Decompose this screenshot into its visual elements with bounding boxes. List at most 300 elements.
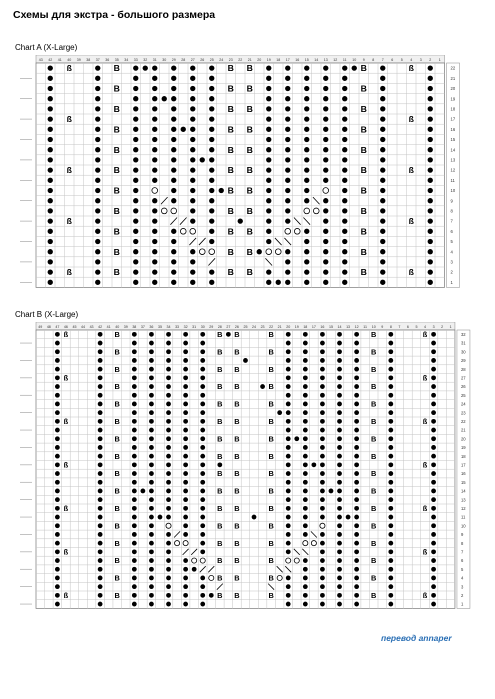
- column-number: 24: [252, 325, 257, 329]
- purl-stitch: [133, 96, 138, 101]
- column-number: 27: [190, 58, 195, 62]
- purl-stitch: [285, 188, 290, 193]
- purl-stitch: [200, 515, 205, 520]
- purl-stitch: [55, 436, 60, 441]
- column-number: 37: [140, 325, 145, 329]
- purl-stitch: [431, 480, 436, 485]
- column-number: 43: [38, 58, 43, 62]
- row-number: 4: [450, 249, 453, 255]
- purl-stitch: [277, 410, 282, 415]
- column-number: 25: [209, 58, 214, 62]
- row-number: 12: [450, 167, 456, 173]
- column-number: 4: [410, 58, 413, 62]
- purl-stitch: [304, 106, 309, 111]
- purl-stitch: [428, 106, 433, 111]
- purl-stitch: [200, 157, 205, 162]
- purl-stitch: [320, 602, 325, 607]
- purl-stitch: [431, 428, 436, 433]
- purl-stitch: [200, 384, 205, 389]
- purl-stitch: [190, 259, 195, 264]
- purl-stitch: [354, 419, 359, 424]
- bobble-stitch: B: [268, 416, 274, 426]
- purl-stitch: [303, 428, 308, 433]
- purl-stitch: [200, 341, 205, 346]
- purl-stitch: [380, 137, 385, 142]
- special-stitch: ß: [63, 503, 69, 513]
- column-number: 47: [55, 325, 60, 329]
- bobble-stitch: B: [234, 434, 240, 444]
- purl-stitch: [149, 402, 154, 407]
- bobble-stitch: B: [113, 185, 120, 196]
- purl-stitch: [303, 576, 308, 581]
- purl-stitch: [171, 188, 176, 193]
- purl-stitch: [95, 127, 100, 132]
- purl-stitch: [354, 558, 359, 563]
- bobble-stitch: B: [227, 124, 234, 135]
- special-stitch: ß: [63, 373, 69, 383]
- purl-stitch: [428, 116, 433, 121]
- purl-stitch: [286, 358, 291, 363]
- purl-stitch: [304, 116, 309, 121]
- purl-stitch: [320, 489, 325, 494]
- purl-stitch: [266, 96, 271, 101]
- purl-stitch: [304, 178, 309, 183]
- column-number: 31: [192, 325, 197, 329]
- purl-stitch: [354, 454, 359, 459]
- purl-stitch: [323, 280, 328, 285]
- row-number: 15: [460, 479, 466, 485]
- purl-stitch: [388, 549, 393, 554]
- bobble-stitch: B: [217, 521, 223, 531]
- purl-stitch: [149, 436, 154, 441]
- purl-stitch: [303, 567, 308, 572]
- purl-stitch: [143, 65, 148, 70]
- purl-stitch: [132, 462, 137, 467]
- bobble-stitch: B: [360, 185, 367, 196]
- purl-stitch: [303, 558, 308, 563]
- purl-stitch: [48, 116, 53, 121]
- purl-stitch: [266, 208, 271, 213]
- bobble-stitch: B: [217, 486, 223, 496]
- purl-stitch: [286, 549, 291, 554]
- purl-stitch: [266, 269, 271, 274]
- purl-stitch: [285, 249, 290, 254]
- purl-stitch: [149, 549, 154, 554]
- purl-stitch: [152, 259, 157, 264]
- purl-stitch: [286, 402, 291, 407]
- special-stitch: ß: [422, 503, 428, 513]
- purl-stitch: [158, 515, 163, 520]
- row-number: 17: [450, 116, 456, 122]
- purl-stitch: [388, 506, 393, 511]
- column-number: 17: [311, 325, 316, 329]
- purl-stitch: [303, 584, 308, 589]
- bobble-stitch: B: [268, 451, 274, 461]
- purl-stitch: [286, 489, 291, 494]
- purl-stitch: [431, 549, 436, 554]
- purl-stitch: [428, 218, 433, 223]
- purl-stitch: [190, 188, 195, 193]
- purl-stitch: [132, 410, 137, 415]
- purl-stitch: [183, 436, 188, 441]
- purl-stitch: [209, 229, 214, 234]
- purl-stitch: [152, 229, 157, 234]
- purl-stitch: [342, 96, 347, 101]
- purl-stitch: [337, 462, 342, 467]
- purl-stitch: [388, 393, 393, 398]
- special-stitch: ß: [66, 216, 72, 227]
- purl-stitch: [166, 576, 171, 581]
- bobble-stitch: B: [234, 573, 240, 583]
- purl-stitch: [133, 198, 138, 203]
- row-number: 10: [460, 523, 466, 529]
- column-number: 39: [76, 58, 81, 62]
- purl-stitch: [171, 137, 176, 142]
- purl-stitch: [286, 506, 291, 511]
- purl-stitch: [95, 116, 100, 121]
- purl-stitch: [304, 157, 309, 162]
- purl-stitch: [190, 106, 195, 111]
- purl-stitch: [166, 549, 171, 554]
- bobble-stitch: B: [268, 521, 274, 531]
- purl-stitch: [388, 602, 393, 607]
- purl-stitch: [257, 249, 262, 254]
- column-number: 32: [143, 58, 148, 62]
- purl-stitch: [380, 218, 385, 223]
- purl-stitch: [380, 167, 385, 172]
- purl-stitch: [286, 523, 291, 528]
- column-number: 18: [303, 325, 308, 329]
- purl-stitch: [304, 147, 309, 152]
- purl-stitch: [149, 584, 154, 589]
- purl-stitch: [209, 157, 214, 162]
- purl-stitch: [200, 436, 205, 441]
- column-number: 28: [217, 325, 222, 329]
- purl-stitch: [304, 127, 309, 132]
- purl-stitch: [132, 384, 137, 389]
- purl-stitch: [285, 96, 290, 101]
- bobble-stitch: B: [217, 556, 223, 566]
- bobble-stitch: B: [246, 144, 253, 155]
- purl-stitch: [95, 198, 100, 203]
- purl-stitch: [320, 471, 325, 476]
- purl-stitch: [171, 86, 176, 91]
- row-number: 9: [450, 198, 453, 204]
- purl-stitch: [286, 428, 291, 433]
- special-stitch: ß: [422, 590, 428, 600]
- purl-stitch: [320, 567, 325, 572]
- purl-stitch: [303, 349, 308, 354]
- purl-stitch: [183, 532, 188, 537]
- purl-stitch: [320, 584, 325, 589]
- purl-stitch: [200, 454, 205, 459]
- purl-stitch: [200, 375, 205, 380]
- special-stitch: ß: [63, 416, 69, 426]
- purl-stitch: [133, 76, 138, 81]
- column-number: 13: [346, 325, 351, 329]
- purl-stitch: [132, 541, 137, 546]
- purl-stitch: [337, 523, 342, 528]
- purl-stitch: [304, 249, 309, 254]
- special-stitch: ß: [408, 216, 414, 227]
- purl-stitch: [55, 541, 60, 546]
- purl-stitch: [354, 332, 359, 337]
- purl-stitch: [303, 393, 308, 398]
- purl-stitch: [171, 239, 176, 244]
- bobble-stitch: B: [268, 486, 274, 496]
- column-number: 12: [333, 58, 338, 62]
- purl-stitch: [388, 515, 393, 520]
- purl-stitch: [286, 410, 291, 415]
- purl-stitch: [183, 462, 188, 467]
- purl-stitch: [132, 393, 137, 398]
- purl-stitch: [320, 375, 325, 380]
- purl-stitch: [149, 506, 154, 511]
- purl-stitch: [380, 127, 385, 132]
- column-number: 26: [200, 58, 205, 62]
- purl-stitch: [149, 454, 154, 459]
- purl-stitch: [323, 86, 328, 91]
- row-number: 23: [460, 410, 466, 416]
- purl-stitch: [171, 167, 176, 172]
- purl-stitch: [388, 419, 393, 424]
- purl-stitch: [380, 280, 385, 285]
- purl-stitch: [183, 515, 188, 520]
- purl-stitch: [200, 410, 205, 415]
- purl-stitch: [323, 147, 328, 152]
- purl-stitch: [166, 393, 171, 398]
- purl-stitch: [200, 367, 205, 372]
- purl-stitch: [431, 375, 436, 380]
- purl-stitch: [388, 402, 393, 407]
- purl-stitch: [200, 332, 205, 337]
- special-stitch: ß: [66, 114, 72, 125]
- purl-stitch: [431, 471, 436, 476]
- purl-stitch: [152, 249, 157, 254]
- purl-stitch: [166, 567, 171, 572]
- bobble-stitch: B: [234, 469, 240, 479]
- purl-stitch: [132, 341, 137, 346]
- purl-stitch: [286, 393, 291, 398]
- purl-stitch: [98, 567, 103, 572]
- purl-stitch: [98, 332, 103, 337]
- purl-stitch: [190, 167, 195, 172]
- purl-stitch: [320, 332, 325, 337]
- purl-stitch: [200, 358, 205, 363]
- purl-stitch: [266, 147, 271, 152]
- purl-stitch: [286, 462, 291, 467]
- purl-stitch: [133, 167, 138, 172]
- purl-stitch: [320, 497, 325, 502]
- purl-stitch: [98, 445, 103, 450]
- purl-stitch: [431, 593, 436, 598]
- purl-stitch: [209, 96, 214, 101]
- purl-stitch: [152, 76, 157, 81]
- bobble-stitch: B: [227, 267, 234, 278]
- bobble-stitch: B: [268, 556, 274, 566]
- purl-stitch: [354, 445, 359, 450]
- purl-stitch: [323, 269, 328, 274]
- purl-stitch: [190, 280, 195, 285]
- purl-stitch: [266, 86, 271, 91]
- bobble-stitch: B: [217, 590, 223, 600]
- purl-stitch: [149, 541, 154, 546]
- purl-stitch: [166, 471, 171, 476]
- purl-stitch: [183, 410, 188, 415]
- purl-stitch: [190, 208, 195, 213]
- purl-stitch: [166, 349, 171, 354]
- purl-stitch: [98, 419, 103, 424]
- purl-stitch: [55, 480, 60, 485]
- column-number: 31: [152, 58, 157, 62]
- purl-stitch: [48, 65, 53, 70]
- purl-stitch: [303, 532, 308, 537]
- purl-stitch: [342, 178, 347, 183]
- column-number: 16: [295, 58, 300, 62]
- bobble-stitch: B: [217, 347, 223, 357]
- purl-stitch: [152, 157, 157, 162]
- purl-stitch: [431, 358, 436, 363]
- purl-stitch: [323, 157, 328, 162]
- purl-stitch: [354, 576, 359, 581]
- column-number: 19: [266, 58, 271, 62]
- column-number: 32: [183, 325, 188, 329]
- purl-stitch: [342, 86, 347, 91]
- purl-stitch: [337, 367, 342, 372]
- purl-stitch: [428, 239, 433, 244]
- purl-stitch: [55, 367, 60, 372]
- purl-stitch: [286, 602, 291, 607]
- purl-stitch: [152, 106, 157, 111]
- purl-stitch: [266, 106, 271, 111]
- column-number: 11: [342, 58, 347, 62]
- row-number: 21: [450, 75, 456, 81]
- purl-stitch: [152, 137, 157, 142]
- column-number: 8: [372, 58, 375, 62]
- row-number: 5: [460, 566, 464, 572]
- purl-stitch: [132, 576, 137, 581]
- purl-stitch: [183, 428, 188, 433]
- purl-stitch: [337, 480, 342, 485]
- purl-stitch: [285, 86, 290, 91]
- purl-stitch: [304, 76, 309, 81]
- purl-stitch: [285, 269, 290, 274]
- row-number: 14: [450, 147, 456, 153]
- purl-stitch: [342, 259, 347, 264]
- purl-stitch: [342, 137, 347, 142]
- purl-stitch: [337, 454, 342, 459]
- bobble-stitch: B: [113, 165, 120, 176]
- bobble-stitch: B: [371, 503, 377, 513]
- purl-stitch: [337, 436, 342, 441]
- purl-stitch: [132, 332, 137, 337]
- purl-stitch: [431, 462, 436, 467]
- purl-stitch: [98, 497, 103, 502]
- purl-stitch: [388, 462, 393, 467]
- purl-stitch: [388, 384, 393, 389]
- purl-stitch: [200, 462, 205, 467]
- purl-stitch: [303, 436, 308, 441]
- purl-stitch: [98, 375, 103, 380]
- purl-stitch: [388, 541, 393, 546]
- purl-stitch: [200, 506, 205, 511]
- purl-stitch: [431, 332, 436, 337]
- row-number: 16: [460, 471, 466, 477]
- bobble-stitch: B: [234, 538, 240, 548]
- purl-stitch: [337, 384, 342, 389]
- purl-stitch: [431, 410, 436, 415]
- purl-stitch: [98, 462, 103, 467]
- row-number: 27: [460, 375, 466, 381]
- purl-stitch: [337, 515, 342, 520]
- purl-stitch: [303, 375, 308, 380]
- purl-stitch: [303, 489, 308, 494]
- purl-stitch: [388, 558, 393, 563]
- bobble-stitch: B: [246, 83, 253, 94]
- special-stitch: ß: [422, 460, 428, 470]
- purl-stitch: [380, 65, 385, 70]
- column-number: 33: [133, 58, 138, 62]
- purl-stitch: [354, 402, 359, 407]
- purl-stitch: [388, 489, 393, 494]
- bobble-stitch: B: [113, 103, 120, 114]
- purl-stitch: [48, 167, 53, 172]
- bobble-stitch: B: [234, 521, 240, 531]
- column-number: 20: [257, 58, 262, 62]
- column-number: 38: [132, 325, 137, 329]
- purl-stitch: [354, 497, 359, 502]
- row-number: 6: [450, 228, 453, 234]
- purl-stitch: [303, 462, 308, 467]
- column-number: 5: [415, 325, 418, 329]
- purl-stitch: [320, 576, 325, 581]
- purl-stitch: [303, 497, 308, 502]
- row-number-strip: [457, 330, 470, 608]
- column-number: 39: [123, 325, 128, 329]
- purl-stitch: [342, 188, 347, 193]
- purl-stitch: [337, 358, 342, 363]
- purl-stitch: [171, 157, 176, 162]
- purl-stitch: [133, 86, 138, 91]
- purl-stitch: [337, 558, 342, 563]
- purl-stitch: [132, 471, 137, 476]
- purl-stitch: [132, 454, 137, 459]
- purl-stitch: [200, 593, 205, 598]
- purl-stitch: [209, 167, 214, 172]
- purl-stitch: [388, 584, 393, 589]
- bobble-stitch: B: [371, 347, 377, 357]
- bobble-stitch: B: [114, 364, 120, 374]
- purl-stitch: [428, 188, 433, 193]
- purl-stitch: [431, 532, 436, 537]
- bobble-stitch: B: [114, 347, 120, 357]
- purl-stitch: [190, 198, 195, 203]
- purl-stitch: [149, 515, 154, 520]
- purl-stitch: [337, 402, 342, 407]
- purl-stitch: [55, 602, 60, 607]
- purl-stitch: [98, 410, 103, 415]
- bobble-stitch: B: [268, 434, 274, 444]
- purl-stitch: [55, 593, 60, 598]
- row-number: 18: [460, 453, 466, 459]
- bobble-stitch: B: [114, 451, 120, 461]
- purl-stitch: [98, 523, 103, 528]
- purl-stitch: [431, 506, 436, 511]
- purl-stitch: [354, 567, 359, 572]
- purl-stitch: [286, 515, 291, 520]
- column-number: 23: [228, 58, 233, 62]
- row-number: 1: [450, 279, 453, 285]
